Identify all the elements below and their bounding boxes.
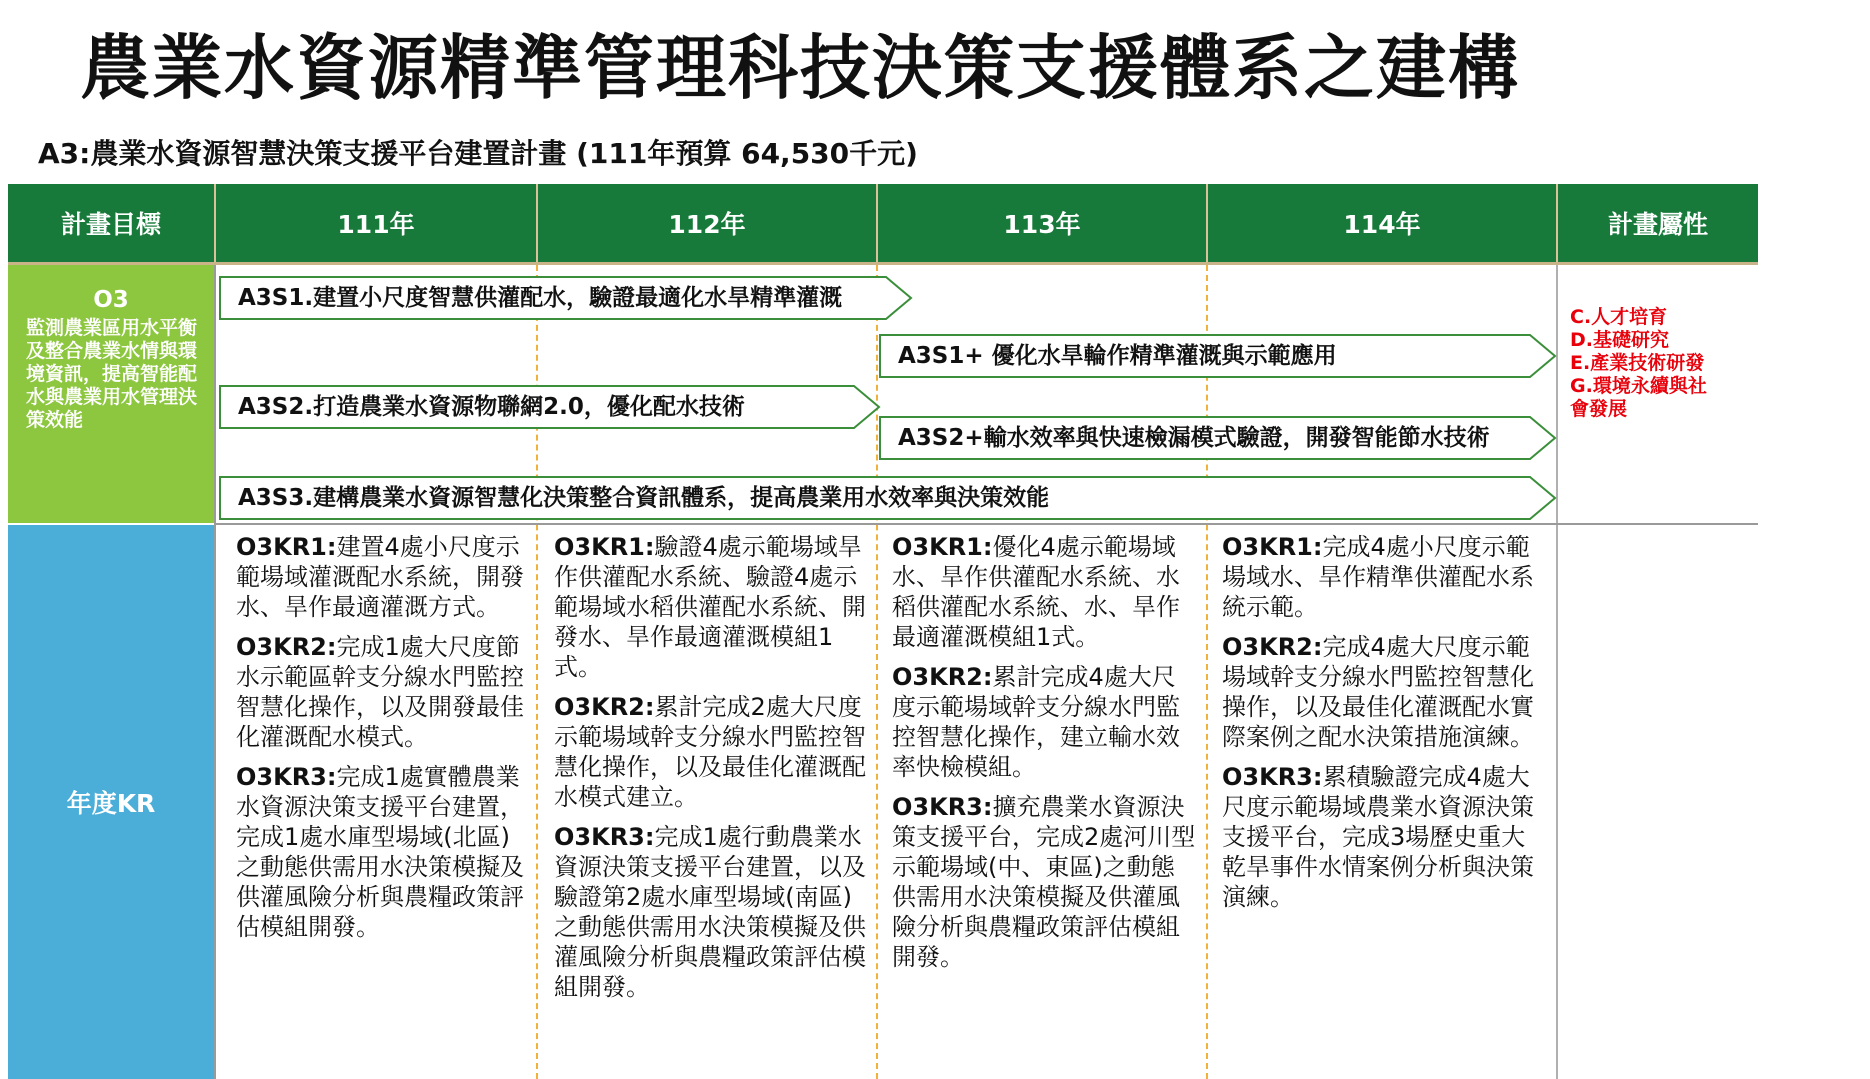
column-header-attributes: 計畫屬性 bbox=[1558, 184, 1758, 262]
column-header-112: 112年 bbox=[538, 184, 876, 262]
kr-item bbox=[236, 632, 526, 752]
column-divider bbox=[214, 265, 216, 1079]
strategy-label: A3S3.建構農業水資源智慧化決策整合資訊體系，提高農業用水效率與決策效能 bbox=[238, 485, 1050, 511]
kr-item bbox=[892, 792, 1198, 972]
kr-label: O3KR3: bbox=[236, 763, 337, 791]
kr-column-112 bbox=[554, 532, 868, 1012]
kr-column-113 bbox=[892, 532, 1198, 982]
strategy-arrow-a3s1-plus bbox=[880, 334, 1556, 378]
strategy-arrow-a3s1 bbox=[220, 276, 912, 320]
kr-text: 完成1處行動農業水資源決策支援平台建置，以及驗證第2處水庫型場域(南區)之動態供需用水決策模擬及供灌風險分析與農糧政策評估模組開發。 bbox=[554, 823, 866, 1001]
kr-text: 完成4處小尺度示範場域水、旱作精準供灌配水系統示範。 bbox=[1222, 533, 1534, 621]
kr-text: 優化4處示範場域水、旱作供灌配水系統、水稻供灌配水系統、水、旱作最適灌溉模組1式。 bbox=[892, 533, 1180, 651]
header-bottom-rule bbox=[8, 262, 1758, 265]
strategy-label: A3S1.建置小尺度智慧供灌配水，驗證最適化水旱精準灌溉 bbox=[238, 285, 843, 311]
strategy-arrow-a3s2 bbox=[220, 385, 880, 429]
kr-label: O3KR3: bbox=[1222, 763, 1323, 791]
kr-item bbox=[554, 532, 868, 682]
attribute-item: C.人才培育 bbox=[1570, 306, 1668, 328]
attribute-item: 會發展 bbox=[1570, 398, 1628, 420]
page-title: 農業水資源精準管理科技決策支援體系之建構 bbox=[80, 27, 1520, 109]
attribute-item: D.基礎研究 bbox=[1570, 329, 1669, 351]
kr-label: O3KR2: bbox=[892, 663, 993, 691]
plan-subtitle: A3:農業水資源智慧決策支援平台建置計畫 (111年預算 64,530千元) bbox=[38, 137, 918, 170]
kr-row-label: 年度KR bbox=[8, 525, 214, 1079]
strategy-arrow-a3s2-plus bbox=[880, 416, 1556, 460]
column-header-113: 113年 bbox=[878, 184, 1206, 262]
kr-text: 擴充農業水資源決策支援平台，完成2處河川型示範場域(中、東區)之動態供需用水決策模擬及供灌風險分析與農糧政策評估模組開發。 bbox=[892, 793, 1196, 971]
kr-text: 建置4處小尺度示範場域灌溉配水系統，開發水、旱作最適灌溉方式。 bbox=[236, 533, 524, 621]
kr-text: 驗證4處示範場域旱作供灌配水系統、驗證4處示範場域水稻供灌配水系統、開發水、旱作最適灌溉模組1式。 bbox=[554, 533, 866, 681]
kr-label: O3KR1: bbox=[554, 533, 655, 561]
kr-item bbox=[1222, 532, 1540, 622]
kr-text: 累計完成4處大尺度示範場域幹支分線水門監控智慧化操作，建立輸水效率快檢模組。 bbox=[892, 663, 1180, 781]
kr-label: O3KR2: bbox=[1222, 633, 1323, 661]
kr-text: 完成1處實體農業水資源決策支援平台建置，完成1處水庫型場域(北區)之動態供需用水決策模擬及供灌風險分析與農糧政策評估模組開發。 bbox=[236, 763, 524, 941]
objective-cell bbox=[8, 265, 214, 523]
strategy-label: A3S2+輸水效率與快速檢漏模式驗證，開發智能節水技術 bbox=[898, 425, 1490, 451]
kr-label: O3KR2: bbox=[554, 693, 655, 721]
kr-item bbox=[892, 532, 1198, 652]
kr-column-111 bbox=[236, 532, 526, 952]
kr-item bbox=[554, 822, 868, 1002]
year-divider bbox=[1206, 265, 1208, 1079]
column-header-objective: 計畫目標 bbox=[8, 184, 214, 262]
column-header-114: 114年 bbox=[1208, 184, 1556, 262]
strategy-arrow-a3s3 bbox=[220, 476, 1556, 520]
kr-text: 完成4處大尺度示範場域幹支分線水門監控智慧化操作，以及最佳化灌溉配水實際案例之配水決策措施演練。 bbox=[1222, 633, 1534, 751]
objective-description: 監測農業區用水平衡及整合農業水情與環境資訊，提高智能配水與農業用水管理決策效能 bbox=[26, 317, 198, 431]
column-header-111: 111年 bbox=[216, 184, 536, 262]
attribute-item: E.產業技術研發 bbox=[1570, 352, 1705, 374]
plan-attributes bbox=[1570, 306, 1707, 421]
kr-item bbox=[236, 532, 526, 622]
kr-label: O3KR1: bbox=[236, 533, 337, 561]
kr-item bbox=[236, 762, 526, 942]
kr-item bbox=[1222, 632, 1540, 752]
kr-item bbox=[892, 662, 1198, 782]
kr-column-114 bbox=[1222, 532, 1540, 922]
kr-label: O3KR1: bbox=[892, 533, 993, 561]
kr-text: 完成1處大尺度節水示範區幹支分線水門監控智慧化操作，以及開發最佳化灌溉配水模式。 bbox=[236, 633, 524, 751]
kr-text: 累計完成2處大尺度示範場域幹支分線水門監控智慧化操作，以及最佳化灌溉配水模式建立。 bbox=[554, 693, 866, 811]
strategy-label: A3S2.打造農業水資源物聯網2.0，優化配水技術 bbox=[238, 394, 745, 420]
objective-code: O3 bbox=[93, 287, 129, 313]
plan-table bbox=[8, 184, 1758, 1079]
strategy-label: A3S1+ 優化水旱輪作精準灌溉與示範應用 bbox=[898, 343, 1337, 369]
kr-item bbox=[1222, 762, 1540, 912]
kr-item bbox=[554, 692, 868, 812]
kr-text: 累積驗證完成4處大尺度示範場域農業水資源決策支援平台，完成3場歷史重大乾旱事件水情案例分析與決策演練。 bbox=[1222, 763, 1534, 911]
kr-label: O3KR1: bbox=[1222, 533, 1323, 561]
row-divider bbox=[214, 523, 1758, 525]
kr-label: O3KR2: bbox=[236, 633, 337, 661]
kr-label: O3KR3: bbox=[554, 823, 655, 851]
column-divider bbox=[1556, 265, 1558, 1079]
attribute-item: G.環境永續與社 bbox=[1570, 375, 1707, 397]
kr-label: O3KR3: bbox=[892, 793, 993, 821]
